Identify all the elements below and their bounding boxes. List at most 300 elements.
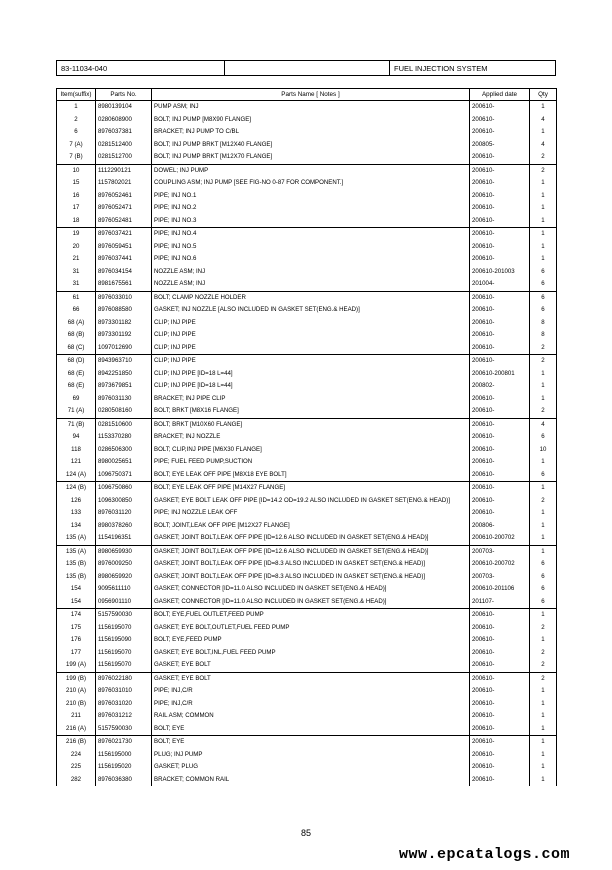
qty-cell: 1 <box>530 609 557 622</box>
part-name-cell: CLIP; INJ PIPE <box>152 342 470 355</box>
qty-cell: 1 <box>530 101 557 114</box>
item-cell: 66 <box>57 304 96 317</box>
item-cell: 124 (B) <box>57 482 96 495</box>
qty-cell: 1 <box>530 507 557 520</box>
part-name-cell: COUPLING ASM; INJ PUMP [SEE FIG-NO 0-87 FOR COMPONENT.] <box>152 177 470 190</box>
item-cell: 21 <box>57 253 96 266</box>
part-name-cell: DOWEL; INJ PUMP <box>152 164 470 177</box>
qty-cell: 1 <box>530 634 557 647</box>
item-cell: 134 <box>57 520 96 533</box>
table-row <box>57 278 557 291</box>
applied-date-cell: 200703- <box>470 571 530 584</box>
qty-cell: 1 <box>530 532 557 545</box>
qty-cell: 1 <box>530 215 557 228</box>
part-number-cell: 8976052481 <box>96 215 152 228</box>
applied-date-cell: 200610- <box>470 405 530 418</box>
applied-date-cell: 200610- <box>470 774 530 787</box>
applied-date-cell: 200610- <box>470 672 530 685</box>
item-cell: 135 (B) <box>57 558 96 571</box>
part-number-cell: 1157802021 <box>96 177 152 190</box>
item-cell: 68 (D) <box>57 355 96 368</box>
parts-table <box>56 88 557 786</box>
part-name-cell: GASKET; EYE BOLT LEAK OFF PIPE [ID=14.2 OD=19.2 ALSO INCLUDED IN GASKET SET(ENG.& HEAD)] <box>152 495 470 508</box>
part-number-cell: 8976059451 <box>96 241 152 254</box>
qty-cell: 6 <box>530 558 557 571</box>
item-cell: 1 <box>57 101 96 114</box>
part-name-cell: BOLT; EYE <box>152 723 470 736</box>
table-row <box>57 723 557 736</box>
part-number-cell: 8976088580 <box>96 304 152 317</box>
qty-cell: 1 <box>530 774 557 787</box>
part-number-cell: 8980025651 <box>96 456 152 469</box>
table-row <box>57 431 557 444</box>
table-row <box>57 253 557 266</box>
col-header-part-no: Parts No. <box>96 89 152 101</box>
qty-cell: 1 <box>530 520 557 533</box>
part-name-cell: BRACKET; INJ PIPE CLIP <box>152 393 470 406</box>
part-name-cell: PLUG; INJ PUMP <box>152 749 470 762</box>
part-name-cell: GASKET; JOINT BOLT,LEAK OFF PIPE [ID=12.6 ALSO INCLUDED IN GASKET SET(ENG.& HEAD)] <box>152 545 470 558</box>
applied-date-cell: 200610- <box>470 507 530 520</box>
table-row <box>57 520 557 533</box>
part-number-cell: 8980139104 <box>96 101 152 114</box>
table-row <box>57 685 557 698</box>
qty-cell: 4 <box>530 418 557 431</box>
item-cell: 135 (A) <box>57 545 96 558</box>
item-cell: 15 <box>57 177 96 190</box>
qty-cell: 6 <box>530 571 557 584</box>
part-number-cell: 5157590030 <box>96 609 152 622</box>
catalog-code: 83-11034-040 <box>57 61 225 75</box>
part-name-cell: PIPE; INJ,C/R <box>152 698 470 711</box>
applied-date-cell: 200610- <box>470 482 530 495</box>
applied-date-cell: 200610- <box>470 114 530 127</box>
applied-date-cell: 200610- <box>470 444 530 457</box>
part-name-cell: PIPE; INJ NO.6 <box>152 253 470 266</box>
table-row <box>57 228 557 241</box>
item-cell: 135 (A) <box>57 532 96 545</box>
table-row <box>57 202 557 215</box>
applied-date-cell: 200802- <box>470 380 530 393</box>
applied-date-cell: 200610- <box>470 101 530 114</box>
applied-date-cell: 200610- <box>470 418 530 431</box>
applied-date-cell: 200610-200702 <box>470 532 530 545</box>
part-number-cell: 8976036380 <box>96 774 152 787</box>
item-cell: 210 (B) <box>57 698 96 711</box>
table-row <box>57 304 557 317</box>
item-cell: 176 <box>57 634 96 647</box>
qty-cell: 1 <box>530 545 557 558</box>
part-number-cell: 8976031010 <box>96 685 152 698</box>
table-row <box>57 393 557 406</box>
part-number-cell: 1156195070 <box>96 659 152 672</box>
applied-date-cell: 200610- <box>470 355 530 368</box>
applied-date-cell: 200610- <box>470 647 530 660</box>
applied-date-cell: 200610- <box>470 685 530 698</box>
qty-cell: 6 <box>530 304 557 317</box>
qty-cell: 4 <box>530 114 557 127</box>
item-cell: 18 <box>57 215 96 228</box>
part-number-cell: 0280608900 <box>96 114 152 127</box>
table-row <box>57 647 557 660</box>
item-cell: 124 (A) <box>57 469 96 482</box>
qty-cell: 1 <box>530 241 557 254</box>
applied-date-cell: 200610- <box>470 456 530 469</box>
applied-date-cell: 200610- <box>470 228 530 241</box>
qty-cell: 1 <box>530 761 557 774</box>
part-number-cell: 5157590030 <box>96 723 152 736</box>
table-row <box>57 380 557 393</box>
page-number: 85 <box>300 828 311 838</box>
part-number-cell: 8976009250 <box>96 558 152 571</box>
qty-cell: 2 <box>530 647 557 660</box>
applied-date-cell: 200610- <box>470 317 530 330</box>
applied-date-cell: 200610- <box>470 761 530 774</box>
applied-date-cell: 200610- <box>470 126 530 139</box>
table-row <box>57 469 557 482</box>
applied-date-cell: 200610- <box>470 698 530 711</box>
table-row <box>57 405 557 418</box>
item-cell: 68 (E) <box>57 380 96 393</box>
part-name-cell: CLIP; INJ PIPE [ID=18 L=44] <box>152 380 470 393</box>
applied-date-cell: 200806- <box>470 520 530 533</box>
item-cell: 199 (A) <box>57 659 96 672</box>
part-name-cell: PIPE; INJ NO.5 <box>152 241 470 254</box>
part-name-cell: BOLT; EYE LEAK OFF PIPE [M8X18 EYE BOLT] <box>152 469 470 482</box>
part-number-cell: 1096750860 <box>96 482 152 495</box>
item-cell: 19 <box>57 228 96 241</box>
qty-cell: 1 <box>530 202 557 215</box>
part-number-cell: 8976052471 <box>96 202 152 215</box>
part-name-cell: BRACKET; INJ NOZZLE <box>152 431 470 444</box>
table-row <box>57 571 557 584</box>
part-name-cell: GASKET; CONNECTOR [ID=11.0 ALSO INCLUDED IN GASKET SET(ENG.& HEAD)] <box>152 583 470 596</box>
table-row <box>57 532 557 545</box>
qty-cell: 6 <box>530 596 557 609</box>
part-name-cell: GASKET; JOINT BOLT,LEAK OFF PIPE [ID=12.6 ALSO INCLUDED IN GASKET SET(ENG.& HEAD)] <box>152 532 470 545</box>
applied-date-cell: 200610- <box>470 202 530 215</box>
part-number-cell: 8980659930 <box>96 545 152 558</box>
table-row <box>57 164 557 177</box>
part-name-cell: BRACKET; INJ PUMP TO C/BL <box>152 126 470 139</box>
applied-date-cell: 200610- <box>470 495 530 508</box>
col-header-qty: Qty <box>530 89 557 101</box>
part-number-cell: 8976034154 <box>96 266 152 279</box>
applied-date-cell: 201004- <box>470 278 530 291</box>
table-row <box>57 609 557 622</box>
part-name-cell: GASKET; EYE BOLT <box>152 659 470 672</box>
part-name-cell: CLIP; INJ PIPE [ID=18 L=44] <box>152 368 470 381</box>
table-row <box>57 368 557 381</box>
part-number-cell: 8980659920 <box>96 571 152 584</box>
item-cell: 7 (B) <box>57 151 96 164</box>
table-header-row <box>57 89 557 101</box>
applied-date-cell: 200703- <box>470 545 530 558</box>
item-cell: 61 <box>57 291 96 304</box>
item-cell: 211 <box>57 710 96 723</box>
qty-cell: 1 <box>530 228 557 241</box>
qty-cell: 6 <box>530 583 557 596</box>
applied-date-cell: 200610- <box>470 710 530 723</box>
part-name-cell: NOZZLE ASM; INJ <box>152 278 470 291</box>
item-cell: 224 <box>57 749 96 762</box>
item-cell: 68 (A) <box>57 317 96 330</box>
part-name-cell: BOLT; EYE,FEED PUMP <box>152 634 470 647</box>
applied-date-cell: 200805- <box>470 139 530 152</box>
item-cell: 133 <box>57 507 96 520</box>
part-number-cell: 8976037441 <box>96 253 152 266</box>
item-cell: 199 (B) <box>57 672 96 685</box>
qty-cell: 1 <box>530 698 557 711</box>
table-row <box>57 634 557 647</box>
qty-cell: 1 <box>530 710 557 723</box>
part-name-cell: GASKET; INJ NOZZLE [ALSO INCLUDED IN GASKET SET(ENG.& HEAD)] <box>152 304 470 317</box>
part-number-cell: 1156195070 <box>96 622 152 635</box>
part-number-cell: 8976031020 <box>96 698 152 711</box>
applied-date-cell: 200610- <box>470 659 530 672</box>
col-header-item: Item(suffix) <box>57 89 96 101</box>
table-row <box>57 659 557 672</box>
part-name-cell: GASKET; EYE BOLT,INL,FUEL FEED PUMP <box>152 647 470 660</box>
applied-date-cell: 200610- <box>470 151 530 164</box>
table-row <box>57 126 557 139</box>
part-number-cell: 8976037421 <box>96 228 152 241</box>
applied-date-cell: 200610- <box>470 291 530 304</box>
table-row <box>57 241 557 254</box>
applied-date-cell: 200610- <box>470 329 530 342</box>
part-number-cell: 8976037381 <box>96 126 152 139</box>
item-cell: 135 (B) <box>57 571 96 584</box>
item-cell: 71 (A) <box>57 405 96 418</box>
item-cell: 20 <box>57 241 96 254</box>
qty-cell: 2 <box>530 659 557 672</box>
table-row <box>57 482 557 495</box>
item-cell: 282 <box>57 774 96 787</box>
table-row <box>57 456 557 469</box>
item-cell: 68 (B) <box>57 329 96 342</box>
applied-date-cell: 200610- <box>470 253 530 266</box>
parts-table-body <box>57 101 557 787</box>
part-name-cell: PIPE; INJ,C/R <box>152 685 470 698</box>
part-name-cell: NOZZLE ASM; INJ <box>152 266 470 279</box>
qty-cell: 1 <box>530 685 557 698</box>
document-header <box>56 60 556 76</box>
qty-cell: 2 <box>530 622 557 635</box>
part-number-cell: 8976031120 <box>96 507 152 520</box>
col-header-applied-date: Applied date <box>470 89 530 101</box>
table-row <box>57 418 557 431</box>
qty-cell: 2 <box>530 672 557 685</box>
item-cell: 174 <box>57 609 96 622</box>
section-title: FUEL INJECTION SYSTEM <box>394 63 488 73</box>
part-number-cell: 1153370280 <box>96 431 152 444</box>
applied-date-cell: 200610- <box>470 177 530 190</box>
table-row <box>57 622 557 635</box>
applied-date-cell: 200610- <box>470 241 530 254</box>
qty-cell: 2 <box>530 164 557 177</box>
applied-date-cell: 200610- <box>470 393 530 406</box>
applied-date-cell: 200610- <box>470 431 530 444</box>
qty-cell: 2 <box>530 151 557 164</box>
table-row <box>57 101 557 114</box>
part-name-cell: PIPE; INJ NO.1 <box>152 190 470 203</box>
part-number-cell: 1156195000 <box>96 749 152 762</box>
table-row <box>57 558 557 571</box>
table-row <box>57 342 557 355</box>
part-number-cell: 1156195090 <box>96 634 152 647</box>
applied-date-cell: 200610-200702 <box>470 558 530 571</box>
qty-cell: 6 <box>530 469 557 482</box>
item-cell: 68 (E) <box>57 368 96 381</box>
qty-cell: 1 <box>530 749 557 762</box>
item-cell: 154 <box>57 583 96 596</box>
qty-cell: 8 <box>530 329 557 342</box>
applied-date-cell: 201107- <box>470 596 530 609</box>
part-number-cell: 0280508160 <box>96 405 152 418</box>
part-name-cell: BOLT; EYE,FUEL OUTLET,FEED PUMP <box>152 609 470 622</box>
table-row <box>57 139 557 152</box>
part-name-cell: GASKET; JOINT BOLT,LEAK OFF PIPE [ID=8.3 ALSO INCLUDED IN GASKET SET(ENG.& HEAD)] <box>152 558 470 571</box>
part-name-cell: PIPE; INJ NO.2 <box>152 202 470 215</box>
item-cell: 7 (A) <box>57 139 96 152</box>
item-cell: 94 <box>57 431 96 444</box>
table-row <box>57 329 557 342</box>
item-cell: 16 <box>57 190 96 203</box>
table-row <box>57 355 557 368</box>
qty-cell: 1 <box>530 368 557 381</box>
part-number-cell: 0281510600 <box>96 418 152 431</box>
table-row <box>57 177 557 190</box>
part-number-cell: 0281512700 <box>96 151 152 164</box>
part-name-cell: PIPE; INJ NOZZLE LEAK OFF <box>152 507 470 520</box>
part-name-cell: BOLT; EYE <box>152 736 470 749</box>
applied-date-cell: 200610- <box>470 609 530 622</box>
item-cell: 177 <box>57 647 96 660</box>
table-row <box>57 749 557 762</box>
table-row <box>57 190 557 203</box>
part-name-cell: CLIP; INJ PIPE <box>152 355 470 368</box>
part-name-cell: CLIP; INJ PIPE <box>152 329 470 342</box>
qty-cell: 6 <box>530 431 557 444</box>
qty-cell: 2 <box>530 495 557 508</box>
item-cell: 68 (C) <box>57 342 96 355</box>
header-blank-cell <box>225 61 390 75</box>
qty-cell: 1 <box>530 482 557 495</box>
part-number-cell: 8976031212 <box>96 710 152 723</box>
part-number-cell: 1096300850 <box>96 495 152 508</box>
part-number-cell: 0956901110 <box>96 596 152 609</box>
table-row <box>57 444 557 457</box>
table-row <box>57 317 557 330</box>
part-number-cell: 8943963710 <box>96 355 152 368</box>
table-row <box>57 583 557 596</box>
item-cell: 31 <box>57 278 96 291</box>
item-cell: 10 <box>57 164 96 177</box>
part-number-cell: 8976031130 <box>96 393 152 406</box>
applied-date-cell: 200610- <box>470 190 530 203</box>
qty-cell: 4 <box>530 139 557 152</box>
part-number-cell: 0281512400 <box>96 139 152 152</box>
table-row <box>57 698 557 711</box>
applied-date-cell: 200610- <box>470 215 530 228</box>
applied-date-cell: 200610-200801 <box>470 368 530 381</box>
qty-cell: 6 <box>530 291 557 304</box>
table-row <box>57 151 557 164</box>
part-name-cell: PUMP ASM; INJ <box>152 101 470 114</box>
qty-cell: 1 <box>530 126 557 139</box>
table-row <box>57 291 557 304</box>
part-name-cell: PIPE; INJ NO.3 <box>152 215 470 228</box>
item-cell: 31 <box>57 266 96 279</box>
qty-cell: 6 <box>530 266 557 279</box>
qty-cell: 1 <box>530 456 557 469</box>
item-cell: 175 <box>57 622 96 635</box>
table-row <box>57 114 557 127</box>
part-name-cell: RAIL ASM; COMMON <box>152 710 470 723</box>
table-row <box>57 507 557 520</box>
part-number-cell: 0286506300 <box>96 444 152 457</box>
item-cell: 71 (B) <box>57 418 96 431</box>
item-cell: 225 <box>57 761 96 774</box>
item-cell: 126 <box>57 495 96 508</box>
part-name-cell: PIPE; INJ NO.4 <box>152 228 470 241</box>
part-number-cell: 8973301182 <box>96 317 152 330</box>
table-row <box>57 266 557 279</box>
part-name-cell: BOLT; INJ PUMP [M8X90 FLANGE] <box>152 114 470 127</box>
part-number-cell: 8980378260 <box>96 520 152 533</box>
part-name-cell: BOLT; EYE LEAK OFF PIPE [M14X27 FLANGE] <box>152 482 470 495</box>
part-number-cell: 9095611110 <box>96 583 152 596</box>
table-row <box>57 495 557 508</box>
applied-date-cell: 200610- <box>470 622 530 635</box>
part-name-cell: GASKET; PLUG <box>152 761 470 774</box>
qty-cell: 1 <box>530 253 557 266</box>
part-number-cell: 8976052461 <box>96 190 152 203</box>
table-row <box>57 215 557 228</box>
part-number-cell: 8981675561 <box>96 278 152 291</box>
table-row <box>57 736 557 749</box>
part-name-cell: BOLT; CLAMP NOZZLE HOLDER <box>152 291 470 304</box>
part-name-cell: GASKET; EYE BOLT,OUTLET,FUEL FEED PUMP <box>152 622 470 635</box>
table-row <box>57 545 557 558</box>
item-cell: 216 (A) <box>57 723 96 736</box>
item-cell: 121 <box>57 456 96 469</box>
part-name-cell: PIPE; FUEL FEED PUMP,SUCTION <box>152 456 470 469</box>
item-cell: 118 <box>57 444 96 457</box>
qty-cell: 10 <box>530 444 557 457</box>
part-number-cell: 8976022180 <box>96 672 152 685</box>
qty-cell: 1 <box>530 380 557 393</box>
part-number-cell: 8976021730 <box>96 736 152 749</box>
qty-cell: 2 <box>530 355 557 368</box>
applied-date-cell: 200610- <box>470 634 530 647</box>
part-number-cell: 1154196351 <box>96 532 152 545</box>
applied-date-cell: 200610- <box>470 164 530 177</box>
part-number-cell: 1096750371 <box>96 469 152 482</box>
part-name-cell: BOLT; BRKT [M10X60 FLANGE] <box>152 418 470 431</box>
qty-cell: 2 <box>530 405 557 418</box>
table-row <box>57 672 557 685</box>
part-number-cell: 1156195070 <box>96 647 152 660</box>
applied-date-cell: 200610-201003 <box>470 266 530 279</box>
part-number-cell: 1097012690 <box>96 342 152 355</box>
part-number-cell: 1112290121 <box>96 164 152 177</box>
part-name-cell: BRACKET; COMMON RAIL <box>152 774 470 787</box>
applied-date-cell: 200610- <box>470 469 530 482</box>
part-number-cell: 1156195020 <box>96 761 152 774</box>
item-cell: 216 (B) <box>57 736 96 749</box>
part-name-cell: BOLT; JOINT,LEAK OFF PIPE [M12X27 FLANGE] <box>152 520 470 533</box>
